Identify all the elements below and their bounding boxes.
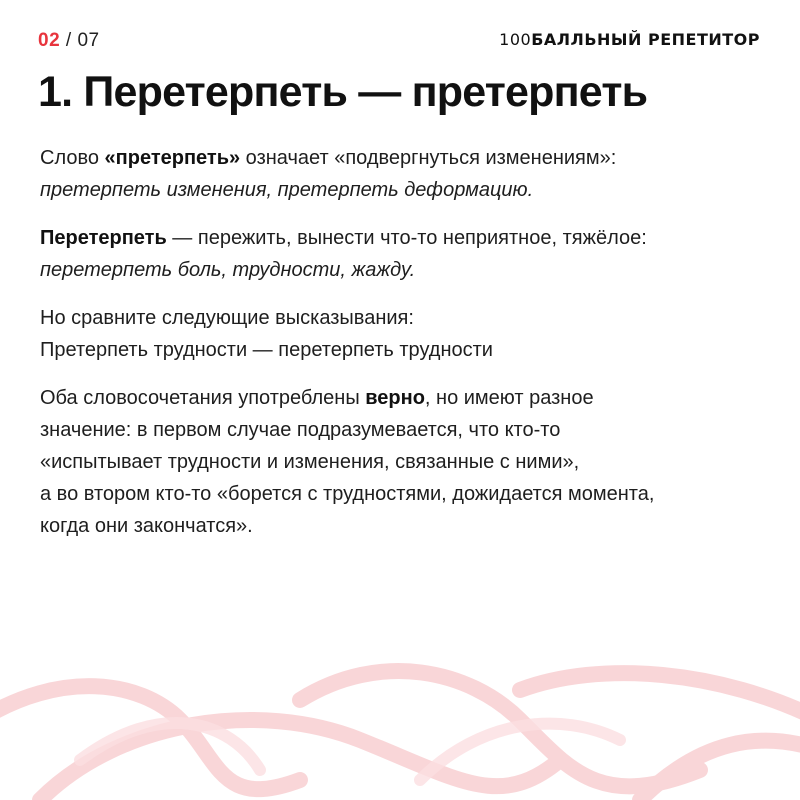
paragraph-explanation [40, 382, 760, 542]
page-total: 07 [77, 30, 100, 51]
page-separator: / [65, 30, 72, 51]
p4-line2: значение: в первом случае подразумевается, что кто-то [40, 419, 561, 441]
p2-term: Перетерпеть [40, 227, 167, 249]
page-current: 02 [38, 30, 61, 51]
brand-logo [499, 30, 760, 49]
paragraph-compare [40, 302, 760, 366]
p2-example: перетерпеть боль, трудности, жажду. [40, 259, 416, 281]
paragraph-definition-pereterpet [40, 222, 760, 286]
p4-line4: а во втором кто-то «борется с трудностями, дожидается момента, [40, 483, 655, 505]
brand-suffix: РЕПЕТИТОР [641, 30, 760, 49]
p4-bold-word: верно [365, 387, 425, 409]
page-counter [38, 30, 100, 52]
p4-line3: «испытывает трудности и изменения, связанные с ними», [40, 451, 580, 473]
p1-term: «претерпеть» [104, 147, 241, 169]
page-title: 1. Перетерпеть — претерпеть [38, 68, 648, 116]
p1-line1-post: означает «подвергнуться изменениям»: [240, 147, 617, 169]
paragraph-definition-preterpet [40, 142, 760, 206]
p3-line1: Но сравните следующие высказывания: [40, 307, 414, 329]
brand-bold: БАЛЛЬНЫЙ [531, 30, 642, 49]
p1-example: претерпеть изменения, претерпеть деформацию. [40, 179, 534, 201]
p4-line1-post: , но имеют разное [424, 387, 594, 409]
p3-line2: Претерпеть трудности — перетерпеть трудности [40, 339, 493, 361]
p4-line1-pre: Оба словосочетания употреблены [40, 387, 366, 409]
decorative-scribble [0, 660, 800, 800]
p4-line5: когда они закончатся». [40, 515, 253, 537]
p1-line1-pre: Слово [40, 147, 105, 169]
p2-line1-post: — пережить, вынести что-то неприятное, тяжёлое: [166, 227, 647, 249]
article-body [40, 142, 760, 558]
brand-prefix: 100 [499, 30, 532, 49]
